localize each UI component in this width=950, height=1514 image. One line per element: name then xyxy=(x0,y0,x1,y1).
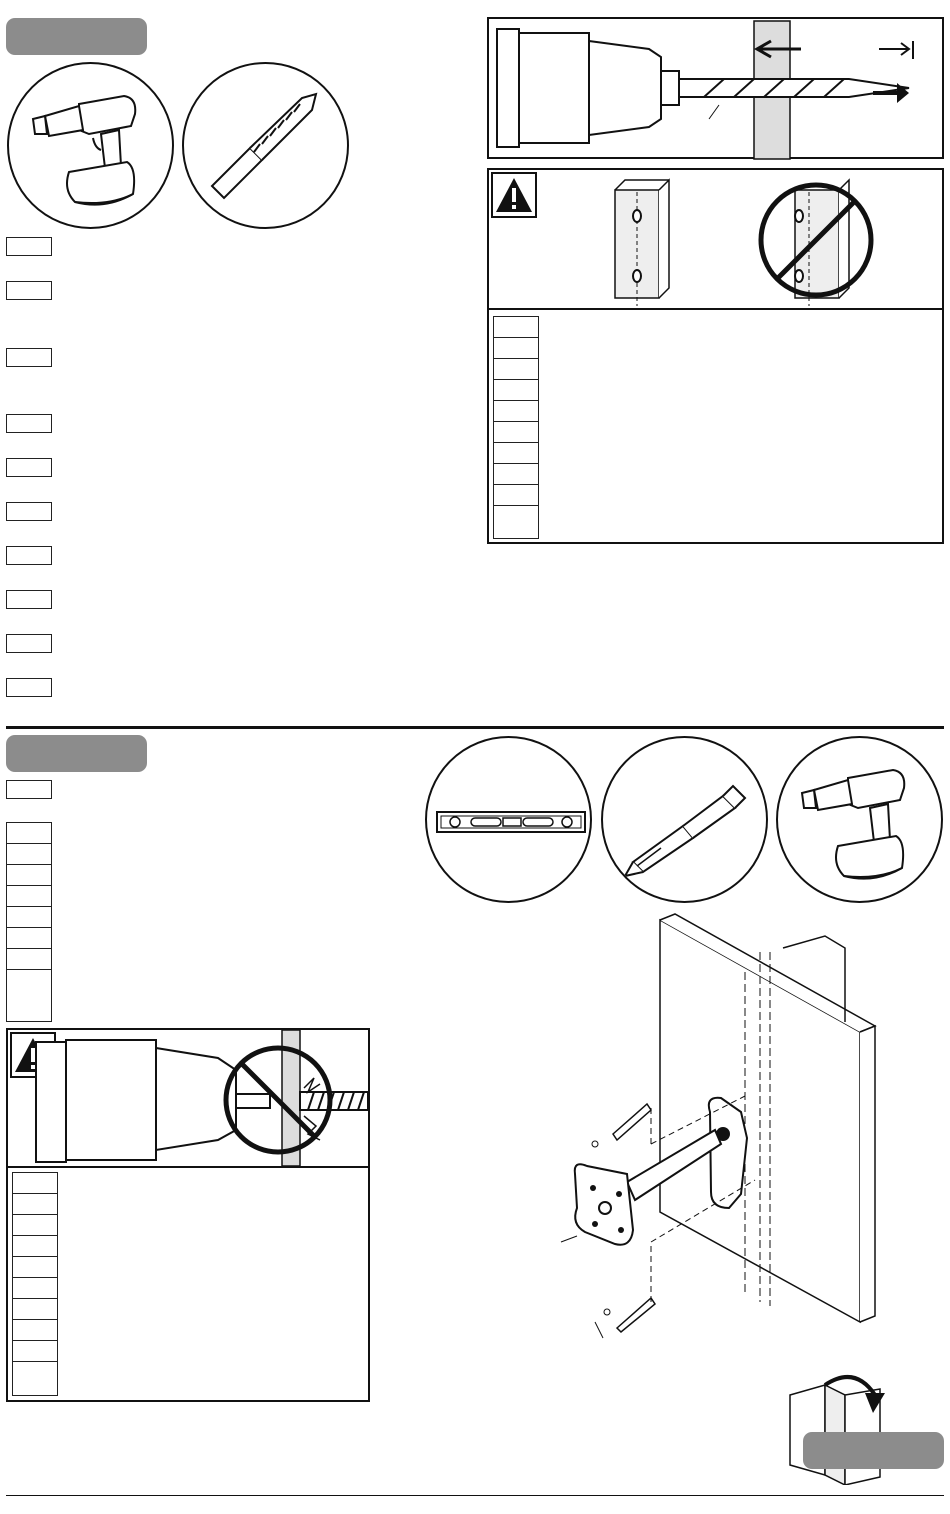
section-divider xyxy=(6,726,944,729)
step1-drill-tool xyxy=(7,62,174,229)
step1-header-pill xyxy=(6,18,147,55)
instruction-row-box xyxy=(6,780,52,799)
instruction-row-box xyxy=(6,348,52,367)
instruction-row-box xyxy=(6,634,52,653)
drill-icon xyxy=(778,738,943,903)
stud-warning-language-rows xyxy=(493,316,539,539)
instruction-row-box xyxy=(6,546,52,565)
next-page-pill xyxy=(803,1432,944,1469)
step2-level-tool xyxy=(425,736,592,903)
level-icon xyxy=(427,738,592,903)
step2-bit-tool xyxy=(601,736,768,903)
stud-center-holes-icon xyxy=(607,178,677,308)
stud-offcenter-holes-prohibited-icon xyxy=(751,178,881,308)
drill-chuck-icon xyxy=(489,19,946,161)
step2-header-pill xyxy=(6,735,147,772)
instruction-row-box xyxy=(6,414,52,433)
drill-depth-panel xyxy=(487,17,944,159)
step1-bit-tool xyxy=(182,62,349,229)
instruction-row-box xyxy=(6,458,52,477)
instruction-row-box xyxy=(6,281,52,300)
wall-mount-assembly-icon xyxy=(555,912,915,1352)
phillips-bit-icon xyxy=(603,738,768,903)
drill-bit-icon xyxy=(184,64,349,229)
footer-rule xyxy=(6,1495,944,1496)
overtighten-prohibited-icon xyxy=(8,1030,368,1166)
overtighten-warning-panel xyxy=(6,1028,370,1402)
overtighten-warning-language-rows xyxy=(12,1172,58,1396)
instruction-row-box xyxy=(6,237,52,256)
drill-icon xyxy=(9,64,174,229)
warning-triangle-icon xyxy=(491,172,537,218)
instruction-row-box xyxy=(6,502,52,521)
instruction-row-box xyxy=(6,678,52,697)
stud-warning-panel xyxy=(487,168,944,544)
instruction-row-box xyxy=(6,590,52,609)
step2-language-rows xyxy=(6,822,52,1022)
step2-drill-tool xyxy=(776,736,943,903)
